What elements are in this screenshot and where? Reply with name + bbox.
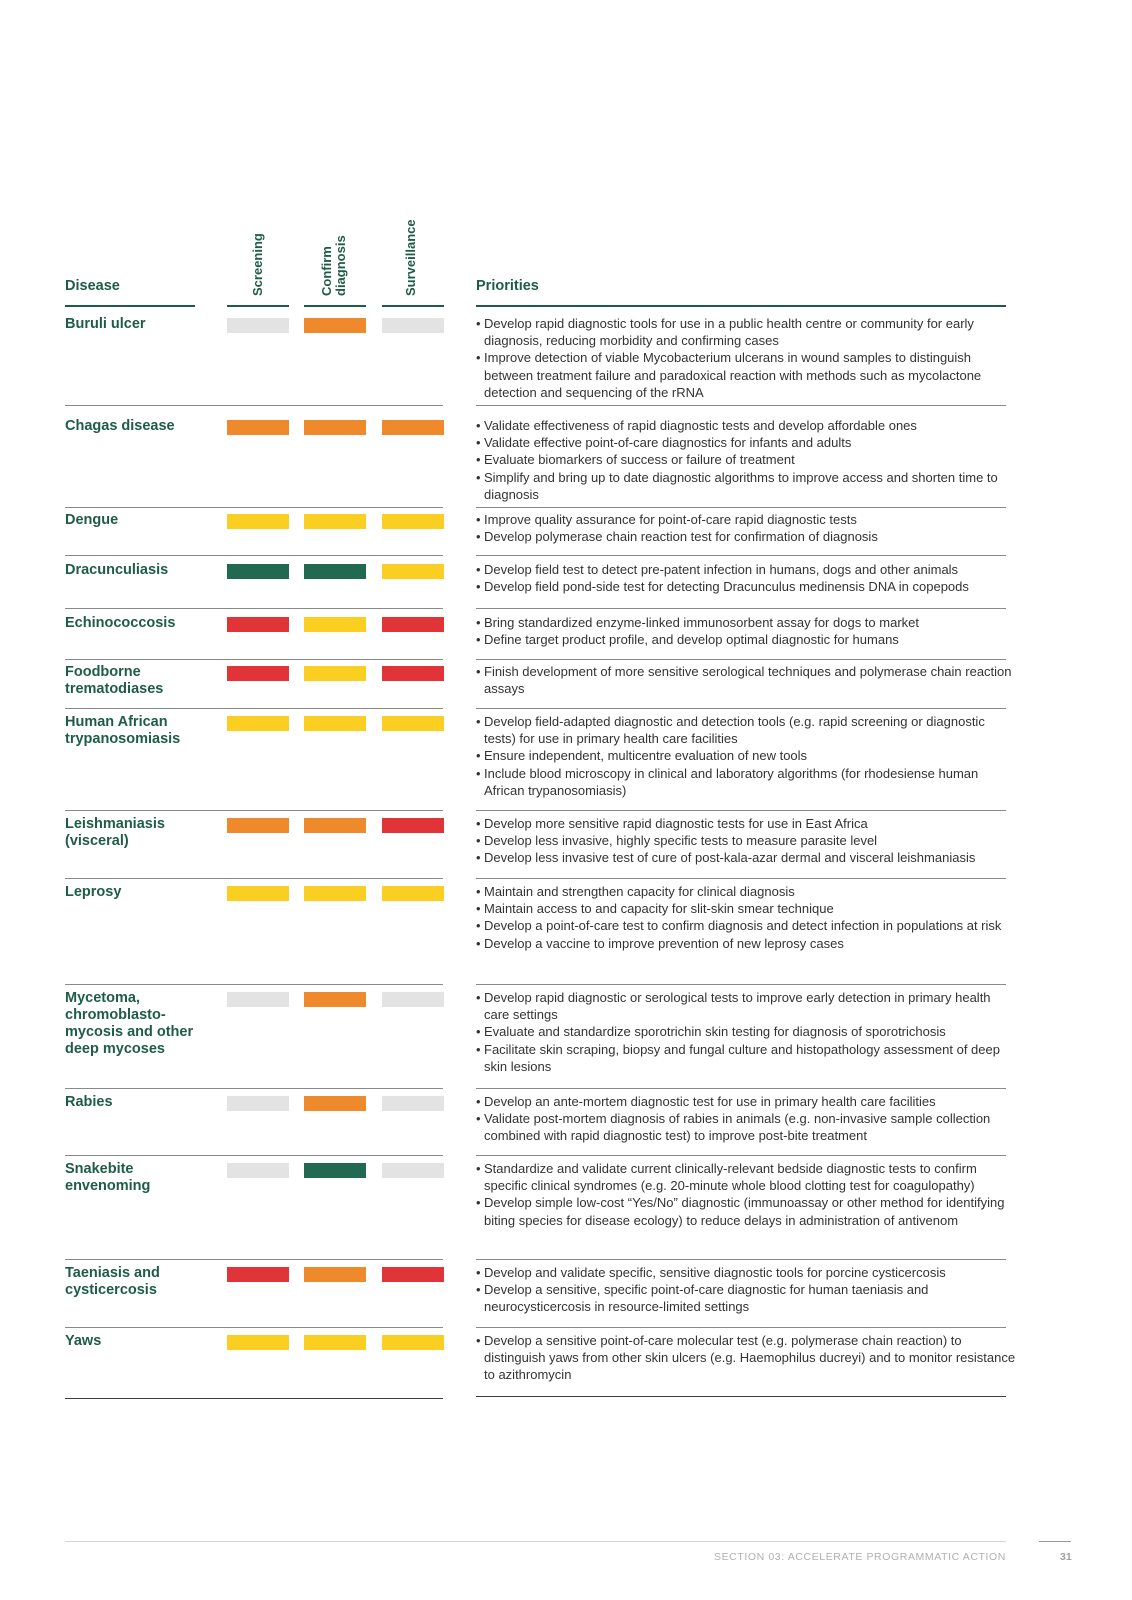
priority-item: • Validate post-mortem diagnosis of rabies in animals (e.g. non-invasive sample collection combined with rapid diagnostic test) to improve post-bite treatment (476, 1110, 1016, 1144)
page-number: 31 (1060, 1551, 1072, 1563)
disease-name: Dracunculiasis (65, 562, 169, 578)
row-separator-left (65, 507, 443, 508)
confirm-line2: diagnosis (333, 235, 348, 296)
priority-item: • Improve detection of viable Mycobacterium ulcerans in wound samples to distinguish between treatment failure and paradoxical reaction with methods such as mycolactone detection and sequencing of the rRNA (476, 349, 1016, 401)
screening-status-bar (227, 617, 289, 632)
priorities-list (476, 614, 1016, 648)
confirm-status-bar (304, 716, 366, 731)
footer-section-title: SECTION 03: ACCELERATE PROGRAMMATIC ACTION (713, 1551, 1006, 1563)
row-separator-left (65, 810, 443, 811)
priority-item: • Validate effective point-of-care diagnostics for infants and adults (476, 434, 1016, 451)
priority-item: • Improve quality assurance for point-of-care rapid diagnostic tests (476, 511, 1016, 528)
priority-item: • Develop a point-of-care test to confirm diagnosis and detect infection in populations at risk (476, 917, 1016, 934)
priority-item: • Maintain and strengthen capacity for clinical diagnosis (476, 883, 1016, 900)
screening-status-bar (227, 818, 289, 833)
surveillance-status-bar (382, 318, 444, 333)
confirm-status-bar (304, 818, 366, 833)
row-separator-right (476, 659, 1006, 660)
priority-item: • Standardize and validate current clinically-relevant bedside diagnostic tests to confirm specific clinical syndromes (e.g. 20-minute whole blood clotting test for coagulopathy) (476, 1160, 1016, 1194)
row-separator-left (65, 608, 443, 609)
priority-item: • Bring standardized enzyme-linked immunosorbent assay for dogs to market (476, 614, 1016, 631)
screening-status-bar (227, 1335, 289, 1350)
priority-item: • Facilitate skin scraping, biopsy and fungal culture and histopathology assessment of deep skin lesions (476, 1041, 1016, 1075)
disease-name: Rabies (65, 1094, 113, 1110)
row-separator-left (65, 1155, 443, 1156)
screening-status-bar (227, 992, 289, 1007)
screening-status-bar (227, 716, 289, 731)
priorities-list (476, 1264, 1016, 1316)
disease-name: Mycetoma, chromoblasto-mycosis and other deep mycoses (65, 990, 194, 1057)
priority-item: • Develop a vaccine to improve prevention of new leprosy cases (476, 935, 1016, 952)
confirm-status-bar (304, 1267, 366, 1282)
surveillance-status-bar (382, 666, 444, 681)
row-separator-left (65, 984, 443, 985)
surveillance-status-bar (382, 420, 444, 435)
confirm-line1: Confirm (319, 246, 334, 296)
confirm-status-bar (304, 617, 366, 632)
surveillance-status-bar (382, 1267, 444, 1282)
disease-name: Foodborne trematodiases (65, 664, 164, 697)
row-separator-right (476, 878, 1006, 879)
surveillance-status-bar (382, 1163, 444, 1178)
priority-item: • Define target product profile, and develop optimal diagnostic for humans (476, 631, 1016, 648)
disease-name: Yaws (65, 1333, 102, 1349)
screening-status-bar (227, 514, 289, 529)
surveillance-status-bar (382, 716, 444, 731)
screening-status-bar (227, 564, 289, 579)
disease-name: Dengue (65, 512, 119, 528)
disease-name: Taeniasis and cysticercosis (65, 1265, 160, 1298)
disease-name: Echinococcosis (65, 615, 176, 631)
priority-item: • Develop simple low-cost “Yes/No” diagnostic (immunoassay or other method for identifying biting species for disease ecology) to reduce delays in administration of antivenom (476, 1194, 1016, 1228)
surveillance-status-bar (382, 818, 444, 833)
priority-item: • Evaluate and standardize sporotrichin skin testing for diagnosis of sporotrichosis (476, 1023, 1016, 1040)
confirm-status-bar (304, 1335, 366, 1350)
screening-status-bar (227, 318, 289, 333)
column-header-screening: Screening (250, 233, 265, 296)
priority-item: • Simplify and bring up to date diagnostic algorithms to improve access and shorten time to diagnosis (476, 469, 1016, 503)
priorities-list (476, 883, 1016, 952)
priority-item: • Develop and validate specific, sensitive diagnostic tools for porcine cysticercosis (476, 1264, 1016, 1281)
priority-item: • Include blood microscopy in clinical and laboratory algorithms (for rhodesiense human African trypanosomiasis) (476, 765, 1016, 799)
confirm-status-bar (304, 666, 366, 681)
surveillance-status-bar (382, 617, 444, 632)
confirm-status-bar (304, 992, 366, 1007)
screening-status-bar (227, 1267, 289, 1282)
priority-item: • Validate effectiveness of rapid diagnostic tests and develop affordable ones (476, 417, 1016, 434)
confirm-status-bar (304, 1096, 366, 1111)
confirm-status-bar (304, 420, 366, 435)
disease-name: Snakebite envenoming (65, 1161, 151, 1194)
row-separator-right (476, 1088, 1006, 1089)
screening-status-bar (227, 666, 289, 681)
surveillance-status-bar (382, 992, 444, 1007)
header-rule-disease (65, 305, 195, 307)
row-separator-right (476, 984, 1006, 985)
row-separator-left (65, 1088, 443, 1089)
row-separator-right (476, 608, 1006, 609)
surveillance-status-bar (382, 1335, 444, 1350)
surveillance-status-bar (382, 1096, 444, 1111)
priority-item: • Evaluate biomarkers of success or failure of treatment (476, 451, 1016, 468)
row-separator-left (65, 555, 443, 556)
row-separator-right (476, 708, 1006, 709)
confirm-status-bar (304, 886, 366, 901)
priorities-list (476, 561, 1016, 595)
row-separator-right (476, 1396, 1006, 1397)
confirm-status-bar (304, 564, 366, 579)
priorities-list (476, 511, 1016, 545)
priorities-list (476, 1093, 1016, 1145)
priority-item: • Develop rapid diagnostic tools for use in a public health centre or community for early diagnosis, reducing morbidity and confirming cases (476, 315, 1016, 349)
row-separator-right (476, 507, 1006, 508)
screening-status-bar (227, 886, 289, 901)
priorities-list (476, 713, 1016, 799)
column-header-priorities: Priorities (476, 278, 539, 294)
confirm-status-bar (304, 514, 366, 529)
priority-item: • Develop more sensitive rapid diagnostic tests for use in East Africa (476, 815, 1016, 832)
disease-name: Human African trypanosomiasis (65, 714, 181, 747)
row-separator-right (476, 810, 1006, 811)
footer-rule (65, 1541, 1006, 1542)
priority-item: • Develop field-adapted diagnostic and detection tools (e.g. rapid screening or diagnostic tests) for use in primary health care facilities (476, 713, 1016, 747)
row-separator-right (476, 1259, 1006, 1260)
priority-item: • Develop rapid diagnostic or serological tests to improve early detection in primary health care settings (476, 989, 1016, 1023)
priority-item: • Develop an ante-mortem diagnostic test for use in primary health care facilities (476, 1093, 1016, 1110)
header-rule-confirm (304, 305, 366, 307)
row-separator-right (476, 1327, 1006, 1328)
screening-status-bar (227, 1163, 289, 1178)
row-separator-left (65, 1398, 443, 1399)
row-separator-right (476, 405, 1006, 406)
column-header-surveillance: Surveillance (403, 219, 418, 296)
priorities-list (476, 1160, 1016, 1229)
row-separator-left (65, 708, 443, 709)
surveillance-status-bar (382, 514, 444, 529)
priorities-list (476, 663, 1016, 697)
priorities-list (476, 815, 1016, 867)
row-separator-left (65, 878, 443, 879)
priority-item: • Ensure independent, multicentre evaluation of new tools (476, 747, 1016, 764)
priority-item: • Develop less invasive test of cure of post-kala-azar dermal and visceral leishmaniasis (476, 849, 1016, 866)
row-separator-left (65, 659, 443, 660)
screening-status-bar (227, 1096, 289, 1111)
priority-item: • Develop field test to detect pre-patent infection in humans, dogs and other animals (476, 561, 1016, 578)
confirm-status-bar (304, 1163, 366, 1178)
priorities-list (476, 1332, 1016, 1384)
priority-item: • Develop field pond-side test for detecting Dracunculus medinensis DNA in copepods (476, 578, 1016, 595)
priority-item: • Finish development of more sensitive serological techniques and polymerase chain reaction assays (476, 663, 1016, 697)
header-rule-priorities (476, 305, 1006, 307)
priorities-list (476, 417, 1016, 503)
priority-item: • Develop a sensitive point-of-care molecular test (e.g. polymerase chain reaction) to distinguish yaws from other skin ulcers (e.g. Haemophilus ducreyi) and to monitor resistance to azithromycin (476, 1332, 1016, 1384)
column-header-disease: Disease (65, 278, 120, 294)
row-separator-left (65, 1327, 443, 1328)
disease-name: Buruli ulcer (65, 316, 146, 332)
header-rule-surveillance (382, 305, 444, 307)
surveillance-status-bar (382, 564, 444, 579)
priority-item: • Maintain access to and capacity for slit-skin smear technique (476, 900, 1016, 917)
priority-item: • Develop polymerase chain reaction test for confirmation of diagnosis (476, 528, 1016, 545)
screening-status-bar (227, 420, 289, 435)
row-separator-right (476, 1155, 1006, 1156)
header-rule-screening (227, 305, 289, 307)
priority-item: • Develop a sensitive, specific point-of-care diagnostic for human taeniasis and neurocysticercosis in resource-limited settings (476, 1281, 1016, 1315)
column-header-confirm-diagnosis (320, 235, 348, 296)
priority-item: • Develop less invasive, highly specific tests to measure parasite level (476, 832, 1016, 849)
disease-name: Leishmaniasis (visceral) (65, 816, 165, 849)
disease-name: Chagas disease (65, 418, 175, 434)
row-separator-right (476, 555, 1006, 556)
surveillance-status-bar (382, 886, 444, 901)
row-separator-left (65, 405, 443, 406)
disease-name: Leprosy (65, 884, 122, 900)
priorities-list (476, 315, 1016, 401)
confirm-status-bar (304, 318, 366, 333)
footer-page-rule (1039, 1541, 1071, 1542)
priorities-list (476, 989, 1016, 1075)
row-separator-left (65, 1259, 443, 1260)
